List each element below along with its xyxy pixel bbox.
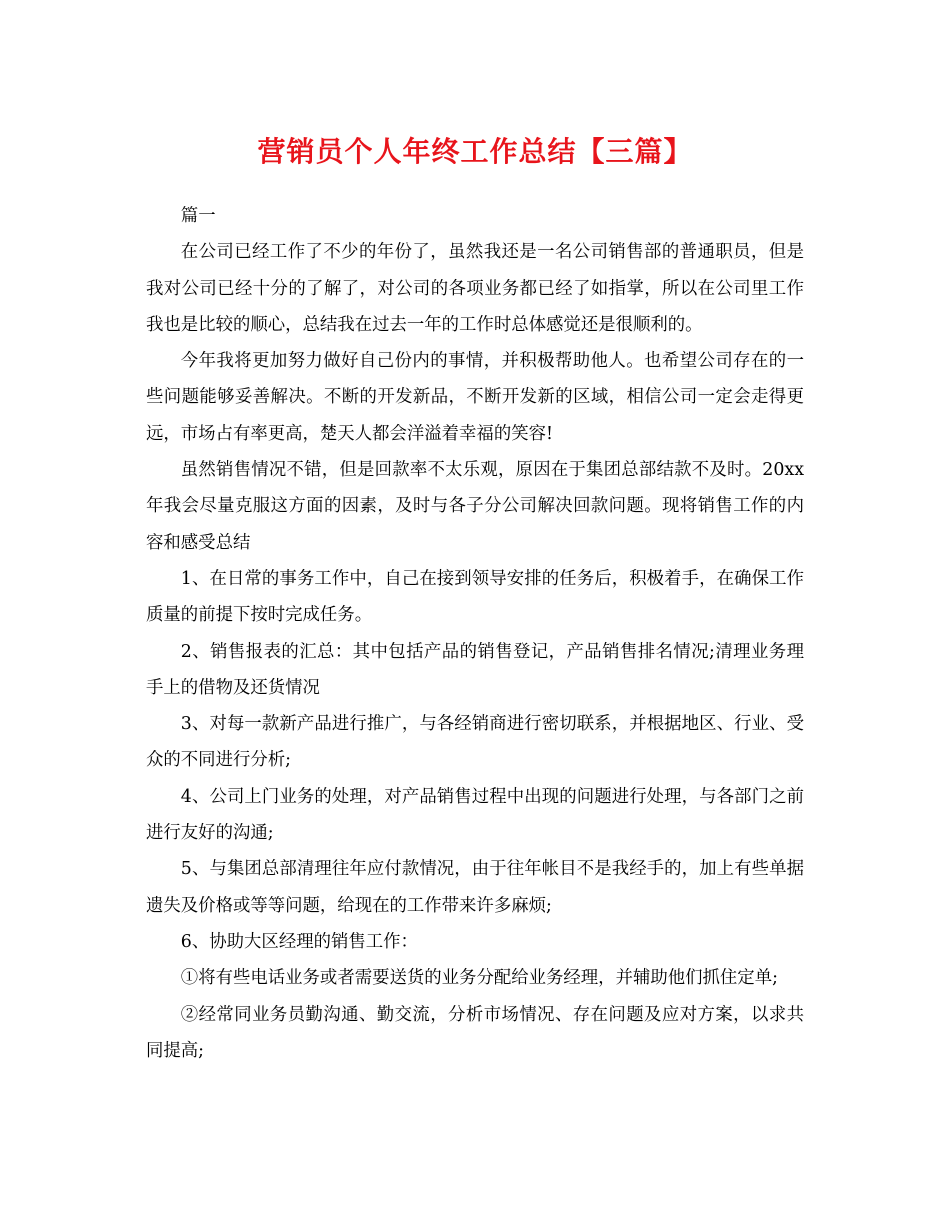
paragraph: 虽然销售情况不错，但是回款率不太乐观，原因在于集团总部结款不及时。20xx年我会尽量克服这方面的因素，及时与各子分公司解决回款问题。现将销售工作的内容和感受总结 bbox=[146, 460, 804, 553]
list-item: 5、与集团总部清理往年应付款情况，由于往年帐目不是我经手的，加上有些单据遗失及价格或等等问题，给现在的工作带来许多麻烦; bbox=[146, 859, 804, 916]
list-item: 4、公司上门业务的处理，对产品销售过程中出现的问题进行处理，与各部门之前进行友好的沟通; bbox=[146, 786, 804, 844]
document-body bbox=[146, 198, 804, 1069]
sub-list-item: ①将有些电话业务或者需要送货的业务分配给业务经理，并辅助他们抓住定单; bbox=[180, 968, 778, 989]
list-item: 6、协助大区经理的销售工作： bbox=[180, 931, 418, 952]
list-item: 1、在日常的事务工作中，自己在接到领导安排的任务后，积极着手，在确保工作质量的前提下按时完成任务。 bbox=[146, 568, 804, 626]
paragraph: 在公司已经工作了不少的年份了，虽然我还是一名公司销售部的普通职员，但是我对公司已经十分的了解了，对公司的各项业务都已经了如指掌，所以在公司里工作我也是比较的顺心，总结我在过去一年的工作时总体感觉还是很顺利的。 bbox=[146, 242, 804, 335]
document-title: 营销员个人年终工作总结【三篇】 bbox=[257, 135, 693, 168]
list-item: 3、对每一款新产品进行推广，与各经销商进行密切联系，并根据地区、行业、受众的不同进行分析; bbox=[146, 714, 804, 771]
section-heading: 篇一 bbox=[180, 206, 216, 226]
paragraph: 今年我将更加努力做好自己份内的事情，并积极帮助他人。也希望公司存在的一些问题能够妥善解决。不断的开发新品，不断开发新的区域，相信公司一定会走得更远，市场占有率更高，楚天人都会洋溢着幸福的笑容! bbox=[146, 351, 804, 444]
sub-list-item: ②经常同业务员勤沟通、勤交流，分析市场情况、存在问题及应对方案，以求共同提高; bbox=[146, 1004, 804, 1061]
list-item: 2、销售报表的汇总：其中包括产品的销售登记，产品销售排名情况;清理业务理手上的借物及还货情况 bbox=[146, 641, 804, 698]
